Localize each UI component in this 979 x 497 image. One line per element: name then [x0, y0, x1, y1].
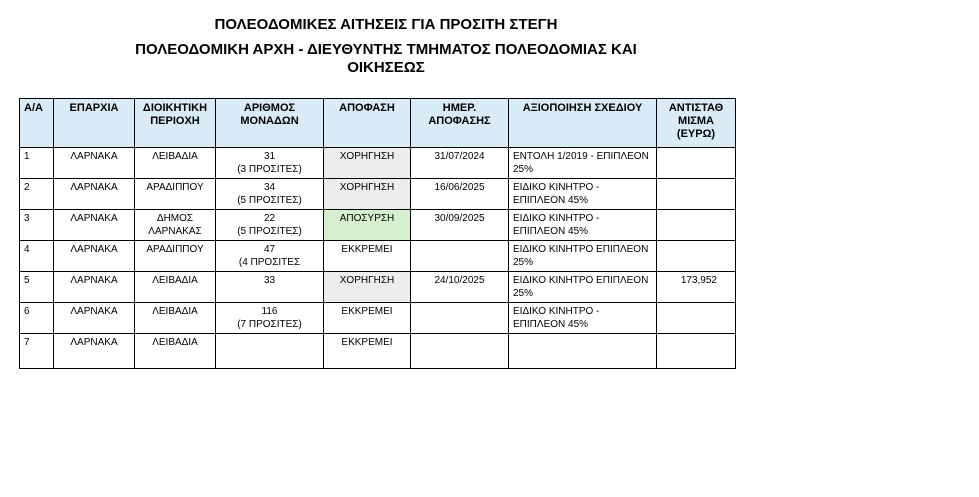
column-header-imerominia: ΗΜΕΡ. ΑΠΟΦΑΣΗΣ	[411, 99, 509, 148]
aa-value: 3	[24, 213, 30, 224]
cell-apofasi	[324, 334, 411, 369]
cell-axiopoiisi	[509, 334, 657, 369]
perioxi-value: ΛΕΙΒΑΔΙΑ	[152, 306, 198, 317]
cell-eparchia	[54, 241, 135, 272]
imerominia-value: 30/09/2025	[434, 213, 485, 224]
axiopoiisi-value: ΕΙΔΙΚΟ ΚΙΝΗΤΡΟ - ΕΠΙΠΛΕΟΝ 45%	[513, 213, 600, 237]
eparchia-value: ΛΑΡΝΑΚΑ	[70, 306, 118, 317]
aa-value: 7	[24, 337, 30, 348]
eparchia-value: ΛΑΡΝΑΚΑ	[70, 182, 118, 193]
apofasi-value: ΕΚΚΡΕΜΕΙ	[341, 337, 393, 348]
eparchia-value: ΛΑΡΝΑΚΑ	[70, 275, 118, 286]
cell-imerominia	[411, 272, 509, 303]
cell-eparchia	[54, 210, 135, 241]
cell-apofasi	[324, 303, 411, 334]
cell-imerominia	[411, 334, 509, 369]
axiopoiisi-value: ΕΝΤΟΛΗ 1/2019 - ΕΠΙΠΛΕΟΝ 25%	[513, 151, 649, 175]
monades-value: 47	[263, 244, 276, 255]
cell-apofasi	[324, 210, 411, 241]
cell-antistathmisma	[657, 334, 736, 369]
eparchia-value: ΛΑΡΝΑΚΑ	[70, 244, 118, 255]
cell-apofasi	[324, 179, 411, 210]
apofasi-value: ΕΚΚΡΕΜΕΙ	[341, 244, 393, 255]
cell-aa	[20, 334, 54, 369]
cell-apofasi	[324, 272, 411, 303]
cell-perioxi	[135, 272, 216, 303]
cell-monades	[216, 179, 324, 210]
cell-antistathmisma	[657, 272, 736, 303]
table-row	[20, 272, 736, 303]
column-header-aa: Α/Α	[20, 99, 54, 148]
column-header-antistathmisma: ΑΝΤΙΣΤΑΘ ΜΙΣΜΑ (ΕΥΡΩ)	[657, 99, 736, 148]
cell-aa	[20, 241, 54, 272]
apofasi-value: ΕΚΚΡΕΜΕΙ	[341, 306, 393, 317]
cell-perioxi	[135, 179, 216, 210]
applications-table	[19, 98, 736, 369]
table-row	[20, 179, 736, 210]
aa-value: 5	[24, 275, 30, 286]
aa-value: 4	[24, 244, 30, 255]
cell-eparchia	[54, 179, 135, 210]
table-row	[20, 303, 736, 334]
cell-monades	[216, 272, 324, 303]
monades-value: 34	[263, 182, 276, 193]
cell-eparchia	[54, 148, 135, 179]
imerominia-value: 24/10/2025	[434, 275, 485, 286]
cell-antistathmisma	[657, 210, 736, 241]
perioxi-value: ΑΡΑΔΙΠΠΟΥ	[146, 244, 204, 255]
cell-perioxi	[135, 241, 216, 272]
antistathmisma-value: 173,952	[680, 275, 717, 286]
monades-note: (3 ΠΡΟΣΙΤΕΣ)	[237, 163, 302, 175]
monades-value: 31	[263, 151, 276, 162]
monades-note: (7 ΠΡΟΣΙΤΕΣ)	[237, 318, 302, 330]
cell-imerominia	[411, 303, 509, 334]
cell-perioxi	[135, 303, 216, 334]
cell-monades	[216, 210, 324, 241]
apofasi-value: ΧΟΡΗΓΗΣΗ	[339, 151, 395, 162]
page-title: ΠΟΛΕΟΔΟΜΙΚΕΣ ΑΙΤΗΣΕΙΣ ΓΙΑ ΠΡΟΣΙΤΗ ΣΤΕΓΗ	[214, 16, 558, 33]
cell-eparchia	[54, 272, 135, 303]
axiopoiisi-value: ΕΙΔΙΚΟ ΚΙΝΗΤΡΟ ΕΠΙΠΛΕΟΝ 25%	[513, 275, 649, 299]
cell-perioxi	[135, 148, 216, 179]
cell-monades	[216, 241, 324, 272]
column-header-eparchia: ΕΠΑΡΧΙΑ	[54, 99, 135, 148]
cell-aa	[20, 179, 54, 210]
imerominia-value: 16/06/2025	[434, 182, 485, 193]
cell-monades	[216, 334, 324, 369]
eparchia-value: ΛΑΡΝΑΚΑ	[70, 151, 118, 162]
cell-aa	[20, 148, 54, 179]
eparchia-value: ΛΑΡΝΑΚΑ	[70, 337, 118, 348]
cell-perioxi	[135, 210, 216, 241]
cell-eparchia	[54, 303, 135, 334]
column-header-perioxi: ΔΙΟΙΚΗΤΙΚΗ ΠΕΡΙΟΧΗ	[135, 99, 216, 148]
cell-axiopoiisi	[509, 148, 657, 179]
cell-monades	[216, 148, 324, 179]
apofasi-value: ΧΟΡΗΓΗΣΗ	[339, 182, 395, 193]
monades-value: 116	[261, 306, 278, 317]
monades-note: (4 ΠΡΟΣΙΤΕΣ	[238, 256, 301, 268]
cell-antistathmisma	[657, 241, 736, 272]
cell-imerominia	[411, 210, 509, 241]
cell-antistathmisma	[657, 179, 736, 210]
column-header-monades: ΑΡΙΘΜΟΣ ΜΟΝΑΔΩΝ	[216, 99, 324, 148]
aa-value: 1	[24, 151, 30, 162]
cell-axiopoiisi	[509, 241, 657, 272]
table-row	[20, 334, 736, 369]
monades-note: (5 ΠΡΟΣΙΤΕΣ)	[237, 225, 302, 237]
axiopoiisi-value: ΕΙΔΙΚΟ ΚΙΝΗΤΡΟ ΕΠΙΠΛΕΟΝ 25%	[513, 244, 649, 268]
cell-axiopoiisi	[509, 179, 657, 210]
table-row	[20, 148, 736, 179]
cell-eparchia	[54, 334, 135, 369]
cell-perioxi	[135, 334, 216, 369]
axiopoiisi-value: ΕΙΔΙΚΟ ΚΙΝΗΤΡΟ - ΕΠΙΠΛΕΟΝ 45%	[513, 306, 600, 330]
aa-value: 6	[24, 306, 30, 317]
cell-axiopoiisi	[509, 210, 657, 241]
cell-apofasi	[324, 241, 411, 272]
apofasi-value: ΑΠΟΣΥΡΣΗ	[339, 213, 395, 224]
eparchia-value: ΛΑΡΝΑΚΑ	[70, 213, 118, 224]
cell-axiopoiisi	[509, 303, 657, 334]
cell-imerominia	[411, 148, 509, 179]
monades-note: (5 ΠΡΟΣΙΤΕΣ)	[237, 194, 302, 206]
column-header-axiopoiisi: ΑΞΙΟΠΟΙΗΣΗ ΣΧΕΔΙΟΥ	[509, 99, 657, 148]
page-subtitle: ΠΟΛΕΟΔΟΜΙΚΗ ΑΡΧΗ - ΔΙΕΥΘΥΝΤΗΣ ΤΜΗΜΑΤΟΣ ΠΟΛΕΟΔΟΜΙΑΣ ΚΑΙ ΟΙΚΗΣΕΩΣ	[135, 41, 637, 76]
cell-aa	[20, 210, 54, 241]
cell-apofasi	[324, 148, 411, 179]
perioxi-value: ΛΕΙΒΑΔΙΑ	[152, 337, 198, 348]
cell-axiopoiisi	[509, 272, 657, 303]
perioxi-value: ΑΡΑΔΙΠΠΟΥ	[146, 182, 204, 193]
apofasi-value: ΧΟΡΗΓΗΣΗ	[339, 275, 395, 286]
monades-value: 22	[263, 213, 276, 224]
cell-imerominia	[411, 241, 509, 272]
cell-imerominia	[411, 179, 509, 210]
column-header-apofasi: ΑΠΟΦΑΣΗ	[324, 99, 411, 148]
cell-aa	[20, 303, 54, 334]
axiopoiisi-value: ΕΙΔΙΚΟ ΚΙΝΗΤΡΟ - ΕΠΙΠΛΕΟΝ 45%	[513, 182, 600, 206]
table-row	[20, 210, 736, 241]
table-header-row	[20, 99, 736, 148]
cell-antistathmisma	[657, 148, 736, 179]
cell-antistathmisma	[657, 303, 736, 334]
perioxi-value: ΛΕΙΒΑΔΙΑ	[152, 275, 198, 286]
imerominia-value: 31/07/2024	[434, 151, 485, 162]
cell-monades	[216, 303, 324, 334]
cell-aa	[20, 272, 54, 303]
perioxi-value: ΛΕΙΒΑΔΙΑ	[152, 151, 198, 162]
monades-value: 33	[263, 275, 276, 286]
aa-value: 2	[24, 182, 30, 193]
table-row	[20, 241, 736, 272]
perioxi-value: ΔΗΜΟΣ ΛΑΡΝΑΚΑΣ	[148, 213, 202, 237]
